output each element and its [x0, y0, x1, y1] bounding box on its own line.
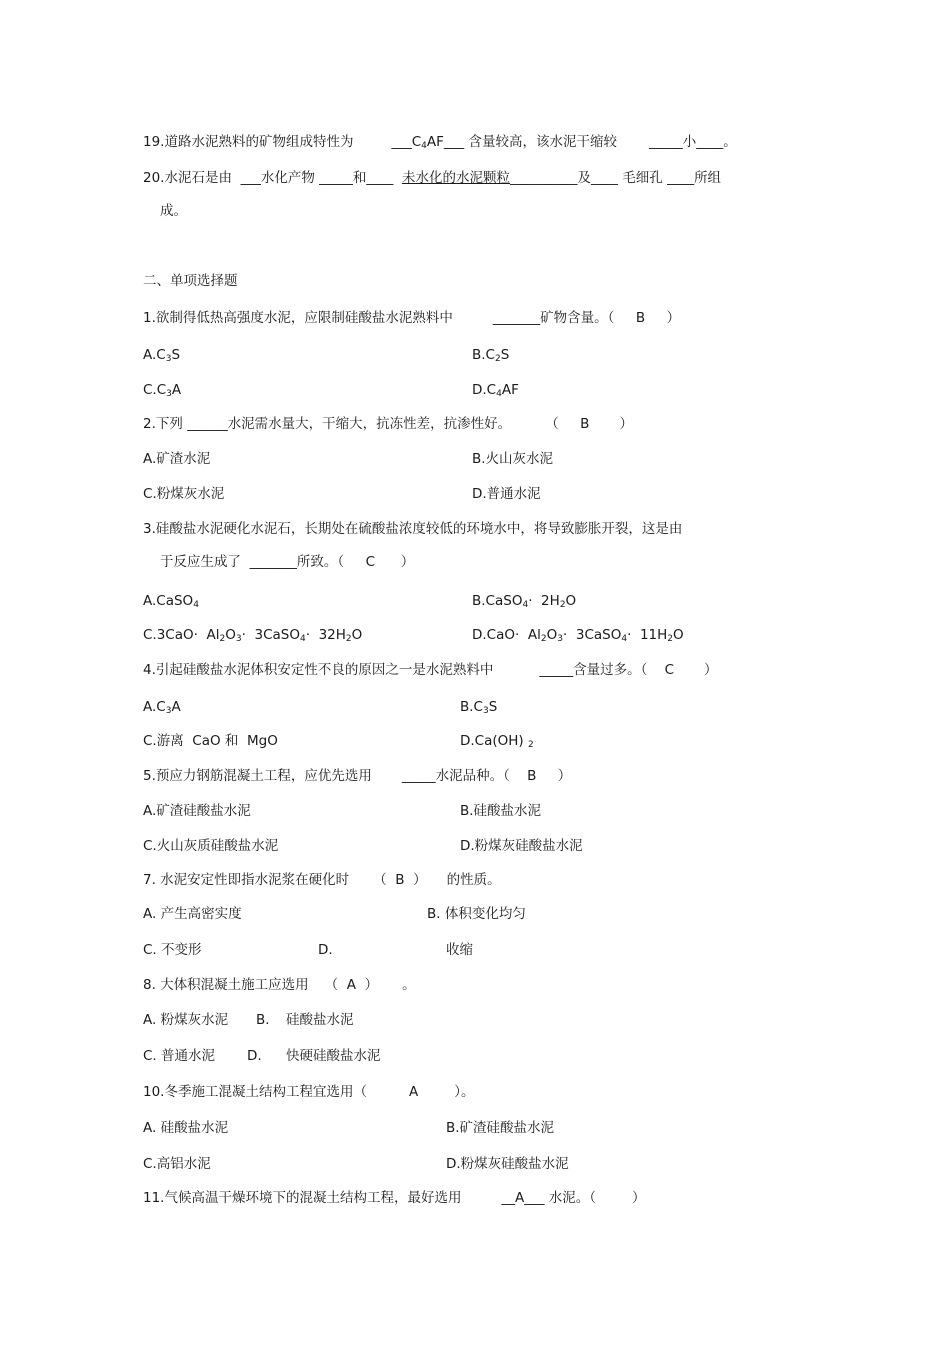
question-10-option-c: C.高铝水泥 [143, 1156, 211, 1172]
question-8-option-b: B. [256, 1012, 270, 1028]
question-10-option-a: A. 硅酸盐水泥 [143, 1120, 229, 1136]
question-7-option-d: D. [318, 942, 333, 958]
question-3-option-a: A.CaSO$_4$ [143, 593, 199, 610]
question-4-option-b: $B.C_3S$ [460, 699, 498, 716]
question-3-option-b: B.CaSO$_4$· $2H_2O$ [472, 593, 577, 610]
question-7-stem: 7. 水泥安定性即指水泥浆在硬化时 （ B ） 的性质。 [143, 872, 501, 888]
question-4-option-c: C.游离 CaO 和 MgO [143, 733, 278, 749]
question-2-option-a: A.矿渣水泥 [143, 451, 211, 467]
question-5-option-b: B.硅酸盐水泥 [460, 803, 542, 819]
question-5-option-d: D.粉煤灰硅酸盐水泥 [460, 838, 583, 854]
question-7-option-a: A. 产生高密实度 [143, 906, 242, 922]
question-2-option-c: C.粉煤灰水泥 [143, 486, 225, 502]
question-1-option-d: $D.C_4AF$ [472, 382, 519, 399]
question-3-option-d: $D.CaO\cdot Al_2O_3\cdot$ 3CaSO$_4$· $11H_2O$ [472, 627, 684, 644]
section-title: 二、单项选择题 [143, 273, 238, 289]
question-20-continuation: 成。 [160, 203, 187, 219]
question-5-option-a: A.矿渣硅酸盐水泥 [143, 803, 251, 819]
question-8-option-d-text: 快硬硅酸盐水泥 [286, 1048, 381, 1064]
question-1-option-b: $B.C_2S$ [472, 347, 510, 364]
question-7-option-c: C. 不变形 [143, 942, 202, 958]
question-3-stem-line-1: 3.硅酸盐水泥硬化水泥石，长期处在硫酸盐浓度较低的环境水中，将导致膨胀开裂，这是由 [143, 521, 683, 537]
question-8-option-c: C. 普通水泥 [143, 1048, 216, 1064]
question-8-option-b-text: 硅酸盐水泥 [286, 1012, 354, 1028]
question-4-option-d: D.Ca(OH) $_2$ [460, 733, 534, 750]
question-5-stem: 5.预应力钢筋混凝土工程，应优先选用 _____水泥品种。（ B ） [143, 768, 572, 784]
question-1-option-c: $C.C_3A$ [143, 382, 182, 399]
question-4-option-a: $A.C_3A$ [143, 699, 181, 716]
question-20: 20.水泥石是由 ___水化产物 _____和____ 未水化的水泥颗粒__________及____ 毛细孔 ____所组 [143, 170, 722, 186]
question-8-stem: 8. 大体积混凝土施工应选用 （ A ） 。 [143, 977, 416, 993]
question-5-option-c: C.火山灰质硅酸盐水泥 [143, 838, 279, 854]
question-1-stem: 1.欲制得低热高强度水泥，应限制硅酸盐水泥熟料中 _______矿物含量。（ B ） [143, 310, 681, 326]
question-4-stem: 4.引起硅酸盐水泥体积安定性不良的原因之一是水泥熟料中 _____含量过多。（ C ） [143, 662, 718, 678]
question-8-option-a: A. 粉煤灰水泥 [143, 1012, 229, 1028]
question-3-option-c: $C.3CaO\cdot Al_2O_3\cdot$ 3CaSO$_4$· $32H_2O$ [143, 627, 363, 644]
question-8-option-d: D. [247, 1048, 262, 1064]
question-7-option-d-text: 收缩 [446, 942, 473, 958]
question-1-option-a: $A.C_3S$ [143, 347, 181, 364]
question-2-option-d: D.普通水泥 [472, 486, 541, 502]
question-19: 19.道路水泥熟料的矿物组成特性为 $\_\_\_C_4AF\_\_\_$ 含量较高，该水泥干缩较 _____小____。 [143, 134, 737, 151]
question-10-option-d: D.粉煤灰硅酸盐水泥 [446, 1156, 569, 1172]
question-10-stem: 10.冬季施工混凝土结构工程宜选用（ A ）。 [143, 1084, 475, 1100]
question-2-stem: 2.下列 ______水泥需水量大，干缩大，抗冻性差，抗渗性好。 （ B ） [143, 416, 633, 432]
question-10-option-b: B.矿渣硅酸盐水泥 [446, 1120, 555, 1136]
question-11-stem: 11.气候高温干燥环境下的混凝土结构工程，最好选用 __A___ 水泥。（ ） [143, 1190, 646, 1206]
question-7-option-b: B. 体积变化均匀 [427, 906, 526, 922]
question-3-stem-line-2: 于反应生成了 _______所致。（ C ） [160, 554, 415, 570]
question-2-option-b: B.火山灰水泥 [472, 451, 554, 467]
